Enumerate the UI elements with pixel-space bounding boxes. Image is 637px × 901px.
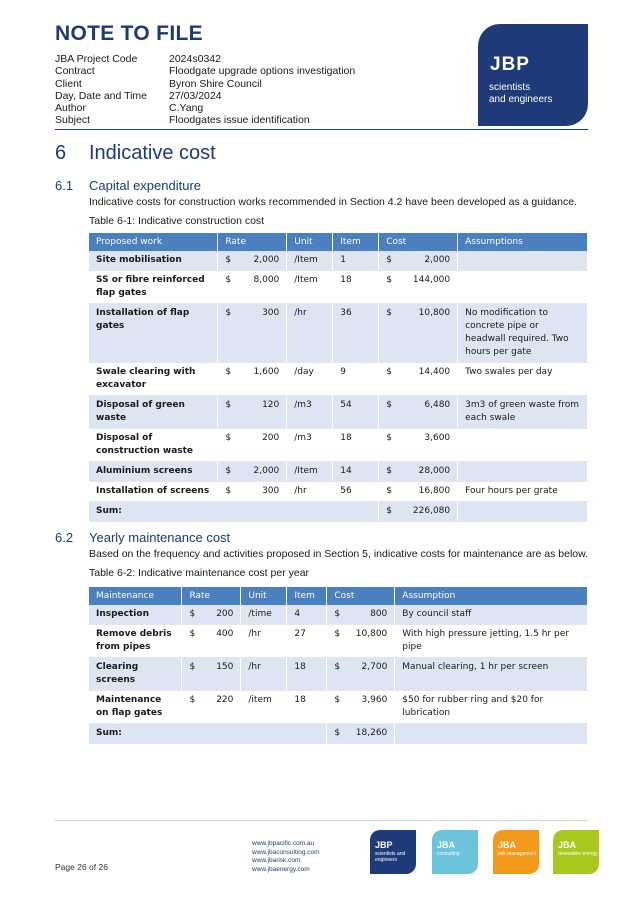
rate-cell [218,271,287,304]
document-title: NOTE TO FILE [55,22,203,45]
rate-cell [218,251,287,271]
logo-name: JBA [498,840,517,850]
column-header: Rate [182,587,241,605]
rate-value: 2,000 [253,255,280,265]
currency-symbol: $ [386,275,392,285]
column-header: Unit [241,587,287,605]
table-caption: Table 6-2: Indicative maintenance cost per year [89,567,310,579]
cost-cell [327,625,395,658]
unit-cell: /hr [241,625,287,658]
meta-value: Floodgates issue identification [169,114,310,127]
cost-cell [379,363,458,396]
rate-value: 220 [216,695,234,705]
currency-symbol: $ [225,433,232,443]
cost-value: 14,400 [418,367,451,377]
currency-symbol: $ [189,695,196,705]
currency-symbol: $ [225,486,232,496]
logo-name: JBA [437,840,456,850]
currency-symbol: $ [334,728,341,738]
footer-divider [55,820,588,821]
note-cell: Two swales per day [458,363,588,396]
work-cell: SS or fibre reinforced flap gates [89,271,218,304]
work-cell: Installation of flap gates [89,304,218,363]
unit-cell: /time [241,605,287,625]
currency-symbol: $ [386,255,392,265]
cost-value: 800 [370,609,388,619]
rate-cell [218,363,287,396]
cost-cell [379,429,458,462]
table-row [89,304,588,363]
header-divider [55,129,588,130]
item-cell: 27 [287,625,327,658]
sum-label: Sum: [89,502,379,522]
cost-value: 3,600 [424,433,451,443]
cost-cell [379,462,458,482]
meta-key: Subject [55,114,91,127]
currency-symbol: $ [386,486,392,496]
currency-symbol: $ [334,629,341,639]
work-cell: Maintenance on flap gates [89,691,182,724]
rate-value: 200 [216,609,234,619]
cost-value: 2,700 [361,662,388,672]
column-header: Maintenance [89,587,182,605]
construction-cost-table [89,233,588,522]
currency-symbol: $ [225,400,232,410]
rate-cell [218,462,287,482]
note-cell: With high pressure jetting, 1.5 hr per pipe [395,625,588,658]
unit-cell: /hr [287,304,333,363]
footer-link[interactable]: www.jbaenergy.com [252,865,310,873]
item-cell: 14 [333,462,379,482]
unit-cell: /m3 [287,396,333,429]
item-cell: 18 [287,658,327,691]
note-cell [395,724,588,744]
note-cell: Manual clearing, 1 hr per screen [395,658,588,691]
note-cell [458,502,588,522]
sum-value: 226,080 [412,506,451,516]
currency-symbol: $ [225,367,232,377]
rate-value: 200 [262,433,280,443]
capital-intro: Indicative costs for construction works recommended in Section 4.2 have been developed as a guidance. [89,196,577,208]
currency-symbol: $ [334,609,341,619]
note-cell: $50 for rubber ring and $20 for lubrication [395,691,588,724]
table-row [89,363,588,396]
currency-symbol: $ [225,466,232,476]
work-cell: Inspection [89,605,182,625]
cost-value: 2,000 [424,255,451,265]
meta-block [55,53,355,127]
unit-cell: /day [287,363,333,396]
rate-cell [218,396,287,429]
column-header: Cost [327,587,395,605]
table-row [89,396,588,429]
meta-value: Byron Shire Council [169,77,262,90]
column-header: Unit [287,233,333,251]
sum-cell [379,502,458,522]
column-header: Item [287,587,327,605]
column-header: Rate [218,233,287,251]
logo-sub: renewable energy [558,851,598,857]
currency-symbol: $ [386,367,392,377]
footer-link[interactable]: www.jbpacific.com.au [252,840,315,847]
cost-value: 3,960 [361,695,388,705]
currency-symbol: $ [225,308,232,318]
sum-cell [327,724,395,744]
maintenance-intro: Based on the frequency and activities proposed in Section 5, indicative costs for maintenance are as below. [89,548,589,560]
meta-key: Day, Date and Time [55,89,148,102]
logo-name: JBA [558,840,577,850]
sum-row [89,502,588,522]
rate-value: 400 [216,629,234,639]
currency-symbol: $ [386,400,392,410]
meta-value: Floodgate upgrade options investigation [169,65,356,78]
item-cell: 18 [333,429,379,462]
currency-symbol: $ [386,433,392,443]
work-cell: Aluminium screens [89,462,218,482]
cost-value: 10,800 [355,629,388,639]
logo-tagline-line1: scientists [489,82,531,93]
rate-value: 120 [262,400,280,410]
rate-cell [218,482,287,502]
unit-cell: /Item [287,271,333,304]
work-cell: Remove debris from pipes [89,625,182,658]
currency-symbol: $ [386,308,392,318]
cost-cell [379,304,458,363]
footer-link[interactable]: www.jbaconsulting.com [252,848,320,856]
currency-symbol: $ [386,466,392,476]
unit-cell: /hr [287,482,333,502]
section-title: Indicative cost [89,142,216,164]
item-cell: 18 [333,271,379,304]
logo-sub: scientists and engineers [375,851,406,863]
logo-tagline [489,82,552,105]
rate-cell [182,691,241,724]
table-caption: Table 6-1: Indicative construction cost [89,215,265,227]
column-header: Item [333,233,379,251]
cost-cell [379,396,458,429]
cost-cell [379,482,458,502]
table-row [89,462,588,482]
page-number: Page 26 of 26 [55,862,108,872]
unit-cell: /item [241,691,287,724]
note-cell [458,251,588,271]
cost-value: 10,800 [418,308,451,318]
unit-cell: /hr [241,658,287,691]
rate-value: 2,000 [253,466,280,476]
currency-symbol: $ [225,275,232,285]
sum-label: Sum: [89,724,327,744]
item-cell: 54 [333,396,379,429]
work-cell: Clearing screens [89,658,182,691]
currency-symbol: $ [189,629,196,639]
meta-key: Contract [55,65,95,78]
logo-tagline-line2: and engineers [489,93,553,105]
item-cell: 36 [333,304,379,363]
item-cell: 4 [287,605,327,625]
note-cell: 3m3 of green waste from each swale [458,396,588,429]
maintenance-cost-table [89,587,588,744]
sum-row [89,724,588,744]
unit-cell: /Item [287,462,333,482]
subsection-number: 6.1 [55,178,74,193]
table-row [89,482,588,502]
column-header: Cost [379,233,458,251]
table-row [89,251,588,271]
note-cell: Four hours per grate [458,482,588,502]
rate-value: 300 [262,486,280,496]
meta-value: 2024s0342 [169,53,221,65]
subsection-title: Capital expenditure [89,178,202,193]
subsection-number: 6.2 [55,530,74,545]
jbp-logo [478,24,588,126]
note-cell: By council staff [395,605,588,625]
work-cell: Disposal of construction waste [89,429,218,462]
cost-value: 6,480 [424,400,451,410]
currency-symbol: $ [225,255,232,265]
table-row [89,658,588,691]
work-cell: Disposal of green waste [89,396,218,429]
note-cell: No modification to concrete pipe or headwall required. Two hours per gate [458,304,588,363]
footer-logo-jba-consulting [432,830,478,874]
footer-logo-jba-energy [553,830,599,874]
cost-cell [327,605,395,625]
work-cell: Swale clearing with excavator [89,363,218,396]
column-header: Proposed work [89,233,218,251]
currency-symbol: $ [334,695,341,705]
rate-value: 1,600 [253,367,280,377]
footer-logo-jbp [370,830,416,874]
currency-symbol: $ [189,662,196,672]
column-header: Assumptions [458,233,588,251]
rate-cell [182,658,241,691]
logo-sub: consulting [437,851,460,857]
note-cell [458,429,588,462]
logo-name: JBP [490,54,530,75]
footer-link[interactable]: www.jbarisk.com [252,857,301,864]
logo-name: JBP [375,840,393,850]
work-cell: Installation of screens [89,482,218,502]
meta-value: C.Yang [169,102,204,115]
footer-logo-jba-risk [493,830,539,874]
currency-symbol: $ [189,609,196,619]
cost-value: 28,000 [418,466,451,476]
item-cell: 56 [333,482,379,502]
meta-key: Client [55,77,82,90]
note-cell [458,271,588,304]
unit-cell: /m3 [287,429,333,462]
meta-key: Author [55,102,86,115]
currency-symbol: $ [386,506,392,516]
cost-cell [379,271,458,304]
rate-cell [218,429,287,462]
item-cell: 1 [333,251,379,271]
table-row [89,625,588,658]
rate-value: 150 [216,662,234,672]
item-cell: 18 [287,691,327,724]
table-row [89,429,588,462]
rate-value: 300 [262,308,280,318]
table-row [89,605,588,625]
cost-cell [327,691,395,724]
column-header: Assumption [395,587,588,605]
note-cell [458,462,588,482]
table-row [89,691,588,724]
rate-cell [218,304,287,363]
cost-cell [379,251,458,271]
subsection-title: Yearly maintenance cost [89,530,231,545]
rate-cell [182,625,241,658]
work-cell: Site mobilisation [89,251,218,271]
sum-value: 18,260 [355,728,388,738]
table-row [89,271,588,304]
meta-key: JBA Project Code [55,53,138,65]
cost-value: 16,800 [418,486,451,496]
cost-value: 144,000 [412,275,451,285]
rate-value: 8,000 [253,275,280,285]
meta-value: 27/03/2024 [169,89,222,102]
currency-symbol: $ [334,662,341,672]
cost-cell [327,658,395,691]
footer-links [252,840,320,874]
unit-cell: /Item [287,251,333,271]
section-number: 6 [55,142,67,164]
rate-cell [182,605,241,625]
logo-sub: risk management [498,851,537,857]
item-cell: 9 [333,363,379,396]
